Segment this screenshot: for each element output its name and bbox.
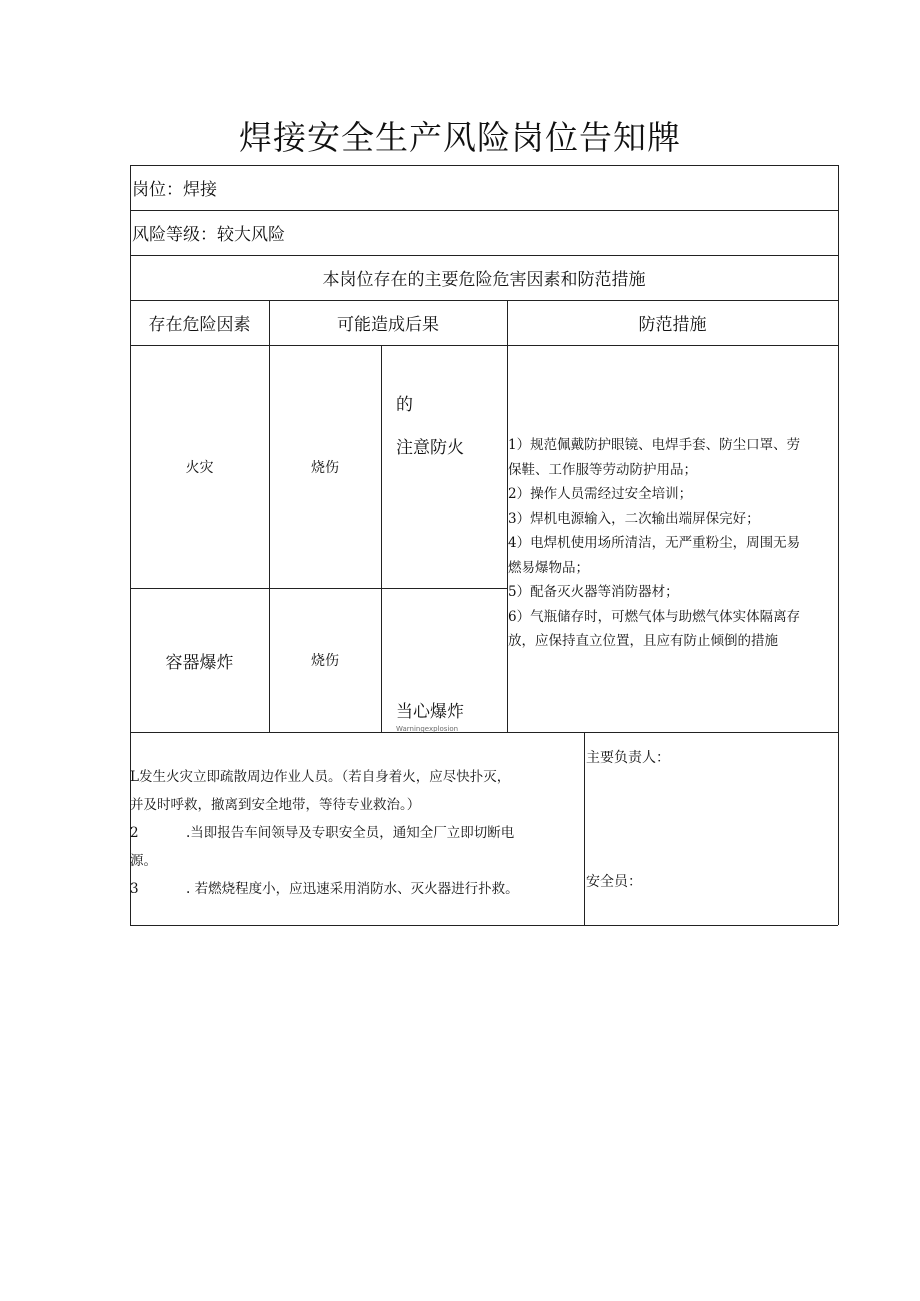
fire-sign-caption-top: 的 — [396, 394, 413, 415]
table-border-top — [130, 165, 838, 166]
column-divider — [381, 345, 382, 732]
measure-line: 放，应保持直立位置，且应有防止倾倒的措施 — [508, 633, 778, 649]
emergency-measures — [130, 763, 582, 903]
emergency-number: 2 — [130, 825, 139, 841]
hazard-explosion: 容器爆炸 — [165, 652, 234, 673]
measure-line: 燃易爆物品； — [508, 559, 589, 576]
emergency-line: 并及时呼救，撤离到安全地带，等待专业救治。） — [130, 797, 421, 813]
table-border-right — [838, 165, 839, 925]
responsible-person-label: 主要负责人： — [586, 750, 670, 766]
emergency-item — [130, 819, 582, 847]
fire-sign-label: 注意防火 — [396, 437, 464, 458]
explosion-sign-english: Warningexplosion — [396, 725, 459, 733]
emergency-line: L发生火灾立即疏散周边作业人员。（若自身着火，应尽快扑灭， — [130, 769, 511, 785]
consequence-fire: 烧伤 — [311, 459, 339, 476]
consequence-explosion: 烧伤 — [311, 653, 339, 669]
header-consequence: 可能造成后果 — [337, 315, 439, 335]
measure-line: 5）配备灭火器等消防器材； — [508, 584, 679, 600]
risk-level-line: 风险等级：较大风险 — [132, 225, 285, 245]
emergency-line: . 若燃烧程度小，应迅速采用消防水、灭火器进行扑救。 — [186, 881, 519, 897]
post-line: 岗位：焊接 — [132, 180, 217, 200]
header-hazard: 存在危险因素 — [148, 315, 251, 335]
measure-line: 1）规范佩戴防护眼镜、电焊手套、防尘口罩、劳 — [508, 437, 801, 453]
page-title: 焊接安全生产风险岗位告知牌 — [239, 118, 681, 157]
column-divider — [584, 732, 585, 925]
explosion-sign-label: 当心爆炸 — [396, 701, 464, 722]
measure-line: 4）电焊机使用场所清洁，无严重粉尘，周围无易 — [508, 535, 801, 551]
section-heading: 本岗位存在的主要危险危害因素和防范措施 — [322, 270, 646, 290]
header-measures: 防范措施 — [638, 315, 707, 335]
emergency-item — [130, 875, 582, 903]
measure-line: 2）操作人员需经过安全培训； — [508, 486, 693, 502]
emergency-number: 3 — [130, 881, 139, 897]
emergency-line: 源。 — [130, 853, 157, 869]
safety-officer-label: 安全员： — [586, 874, 642, 890]
table-divider — [130, 732, 838, 733]
measures-list — [508, 433, 838, 654]
measure-line: 6）气瓶储存时，可燃气体与助燃气体实体隔离存 — [508, 608, 801, 625]
hazard-fire: 火灾 — [185, 459, 214, 476]
measure-line: 3）焊机电源输入，二次输出端屏保完好； — [508, 510, 760, 527]
risk-notice-table — [130, 165, 838, 925]
measure-line: 保鞋、工作服等劳动防护用品； — [508, 461, 697, 478]
table-border-bottom — [130, 925, 838, 926]
emergency-line: .当即报告车间领导及专职安全员，通知全厂立即切断电 — [186, 825, 515, 841]
